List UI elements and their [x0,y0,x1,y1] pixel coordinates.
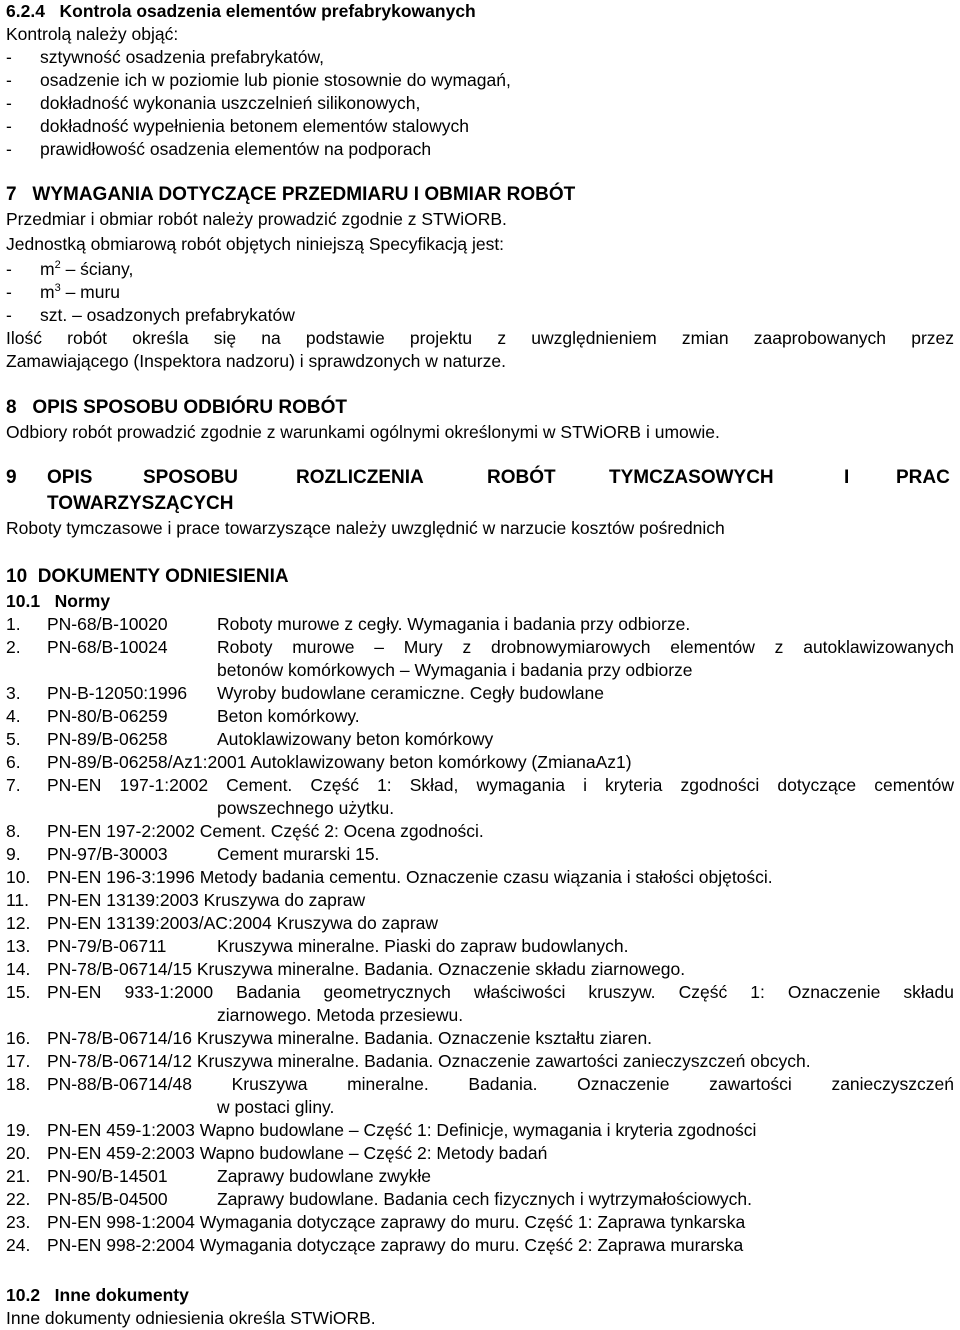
norm-code: PN-79/B-06711 [47,936,167,956]
section-9-text: Roboty tymczasowe i prace towarzyszące należy uwzględnić w narzucie kosztów pośrednich [6,518,725,538]
table-row [0,958,960,981]
norm-number: 10. [6,867,31,887]
table-row [0,843,960,866]
list-item: - dokładność wykonania uszczelnień silikonowych, [6,93,421,113]
unit-item: - szt. – osadzonych prefabrykatów [6,305,295,325]
subsection-10-1-heading: 10.1 Normy [6,591,111,611]
table-row [0,981,960,1004]
table-row [0,820,960,843]
unit-item: - $m^3$ – muru [6,282,121,302]
norm-title: Beton komórkowy. [217,706,360,726]
norm-number: 20. [6,1143,31,1163]
subsection-10-2-heading: 10.2 Inne dokumenty [6,1285,189,1305]
norm-number: 4. [6,706,21,726]
norm-title: Autoklawizowany beton komórkowy [217,729,494,749]
section-7-p1: Przedmiar i obmiar robót należy prowadzić zgodnie z STWiORB. [6,209,507,229]
norm-title: Wyroby budowlane ceramiczne. Cegły budowlane [217,683,604,703]
subsection-10-2-text: Inne dokumenty odniesienia określa STWiORB. [6,1308,376,1328]
table-row [0,705,960,728]
table-row [0,751,960,774]
norm-number: 17. [6,1051,31,1071]
norm-title: Zaprawy budowlane zwykłe [217,1166,431,1186]
table-row [0,1050,960,1073]
table-row [0,1234,960,1257]
table-row [0,1027,960,1050]
norm-title: Kruszywa mineralne. Piaski do zapraw budowlanych. [217,936,629,956]
table-row [0,866,960,889]
table-row [0,613,960,636]
table-row [0,774,960,797]
norm-text: PN-EN 459-2:2003 Wapno budowlane – Część 2: Metody badań [47,1143,548,1163]
norm-code: PN-68/B-10020 [47,614,168,634]
norm-number: 23. [6,1212,31,1232]
norm-number: 5. [6,729,21,749]
table-row [0,889,960,912]
section-6-2-4-heading: 6.2.4 Kontrola osadzenia elementów prefabrykowanych [6,1,476,21]
section-7-p2: Jednostką obmiarową robót objętych niniejszą Specyfikacją jest: [6,234,505,254]
section-7-p3-line1: Ilość robót określa się na podstawie projektu z uwzględnieniem zmian zaaprobowanych przez [6,328,954,348]
norm-title: Zaprawy budowlane. Badania cech fizycznych i wytrzymałościowych. [217,1189,752,1209]
norm-text: PN-89/B-06258/Az1:2001 Autoklawizowany beton komórkowy (ZmianaAz1) [47,752,632,772]
section-9-heading: 9 OPIS SPOSOBU ROZLICZENIA ROBÓT TYMCZASOWYCH I PRAC [6,467,950,488]
norm-title: Roboty murowe z cegły. Wymagania i badania przy odbiorze. [217,614,691,634]
control-intro: Kontrolą należy objąć: [6,24,179,44]
table-row [0,1073,960,1096]
section-7-p3-line2: Zamawiającego (Inspektora nadzoru) i sprawdzonych w naturze. [6,351,506,371]
norm-title: Roboty murowe – Mury z drobnowymiarowych elementów z autoklawizowanych [217,637,954,657]
norm-number: 13. [6,936,31,956]
table-row [0,636,960,659]
norm-number: 19. [6,1120,31,1140]
norm-continuation: powszechnego użytku. [217,798,395,818]
list-item: - prawidłowość osadzenia elementów na podporach [6,139,432,159]
norm-text: PN-78/B-06714/12 Kruszywa mineralne. Badania. Oznaczenie zawartości zanieczyszczeń obcych. [47,1051,811,1071]
norm-code: PN-89/B-06258 [47,729,168,749]
table-row [0,1165,960,1188]
list-item: - osadzenie ich w poziomie lub pionie stosownie do wymagań, [6,70,511,90]
norm-code: PN-80/B-06259 [47,706,168,726]
norm-number: 21. [6,1166,31,1186]
table-row [0,1119,960,1142]
section-7-heading: 7 WYMAGANIA DOTYCZĄCE PRZEDMIARU I OBMIAR ROBÓT [6,184,576,205]
table-row [0,1188,960,1211]
norm-text: PN-78/B-06714/16 Kruszywa mineralne. Badania. Oznaczenie kształtu ziaren. [47,1028,653,1048]
table-row [0,682,960,705]
norm-number: 6. [6,752,21,772]
section-10-heading: 10 DOKUMENTY ODNIESIENIA [6,566,289,587]
norm-continuation: ziarnowego. Metoda przesiewu. [217,1005,464,1025]
table-row [0,912,960,935]
norm-number: 24. [6,1235,31,1255]
table-row [0,1142,960,1165]
norm-text: PN-EN 998-1:2004 Wymagania dotyczące zaprawy do muru. Część 1: Zaprawa tynkarska [47,1212,746,1232]
norm-text: PN-EN 13139:2003/AC:2004 Kruszywa do zapraw [47,913,439,933]
norm-text: PN-EN 13139:2003 Kruszywa do zapraw [47,890,366,910]
norm-code: PN-97/B-30003 [47,844,168,864]
norm-text: PN-78/B-06714/15 Kruszywa mineralne. Badania. Oznaczenie składu ziarnowego. [47,959,686,979]
section-8-heading: 8 OPIS SPOSOBU ODBIÓRU ROBÓT [6,397,347,418]
norm-text: PN-EN 459-1:2003 Wapno budowlane – Część 1: Definicje, wymagania i kryteria zgodności [47,1120,757,1140]
section-8-text: Odbiory robót prowadzić zgodnie z warunkami ogólnymi określonymi w STWiORB i umowie. [6,422,720,442]
norm-number: 2. [6,637,21,657]
norm-number: 1. [6,614,21,634]
norm-text: PN-EN 197-1:2002 Cement. Część 1: Skład, wymagania i kryteria zgodności dotyczące cementów [47,775,954,795]
norm-title: Cement murarski 15. [217,844,380,864]
norm-code: PN-90/B-14501 [47,1166,168,1186]
norm-text: PN-EN 933-1:2000 Badania geometrycznych właściwości kruszyw. Część 1: Oznaczenie składu [47,982,954,1002]
norm-text: PN-EN 196-3:1996 Metody badania cementu. Oznaczenie czasu wiązania i stałości objętości. [47,867,773,887]
table-row [0,935,960,958]
norm-text: PN-EN 197-2:2002 Cement. Część 2: Ocena zgodności. [47,821,484,841]
norm-number: 18. [6,1074,31,1094]
norm-code: PN-68/B-10024 [47,637,168,657]
norm-continuation: w postaci gliny. [217,1097,335,1117]
norm-text: PN-88/B-06714/48 Kruszywa mineralne. Badania. Oznaczenie zawartości zanieczyszczeń [47,1074,954,1094]
norm-code: PN-B-12050:1996 [47,683,188,703]
list-item: - sztywność osadzenia prefabrykatów, [6,47,325,67]
norm-number: 11. [6,890,30,910]
unit-item: - $m^2$ – ściany, [6,259,134,279]
norm-number: 16. [6,1028,31,1048]
norm-text: PN-EN 998-2:2004 Wymagania dotyczące zaprawy do muru. Część 2: Zaprawa murarska [47,1235,744,1255]
list-item: - dokładność wypełnienia betonem elementów stalowych [6,116,469,136]
norm-number: 3. [6,683,21,703]
norm-number: 8. [6,821,21,841]
table-row [0,728,960,751]
norm-number: 22. [6,1189,31,1209]
norm-number: 9. [6,844,21,864]
norm-number: 14. [6,959,31,979]
norm-number: 7. [6,775,21,795]
table-row [0,1211,960,1234]
norm-continuation: betonów komórkowych – Wymagania i badania przy odbiorze [217,660,693,680]
norm-number: 15. [6,982,31,1002]
norm-number: 12. [6,913,31,933]
section-9-heading-line2: TOWARZYSZĄCYCH [47,493,234,514]
norm-code: PN-85/B-04500 [47,1189,168,1209]
